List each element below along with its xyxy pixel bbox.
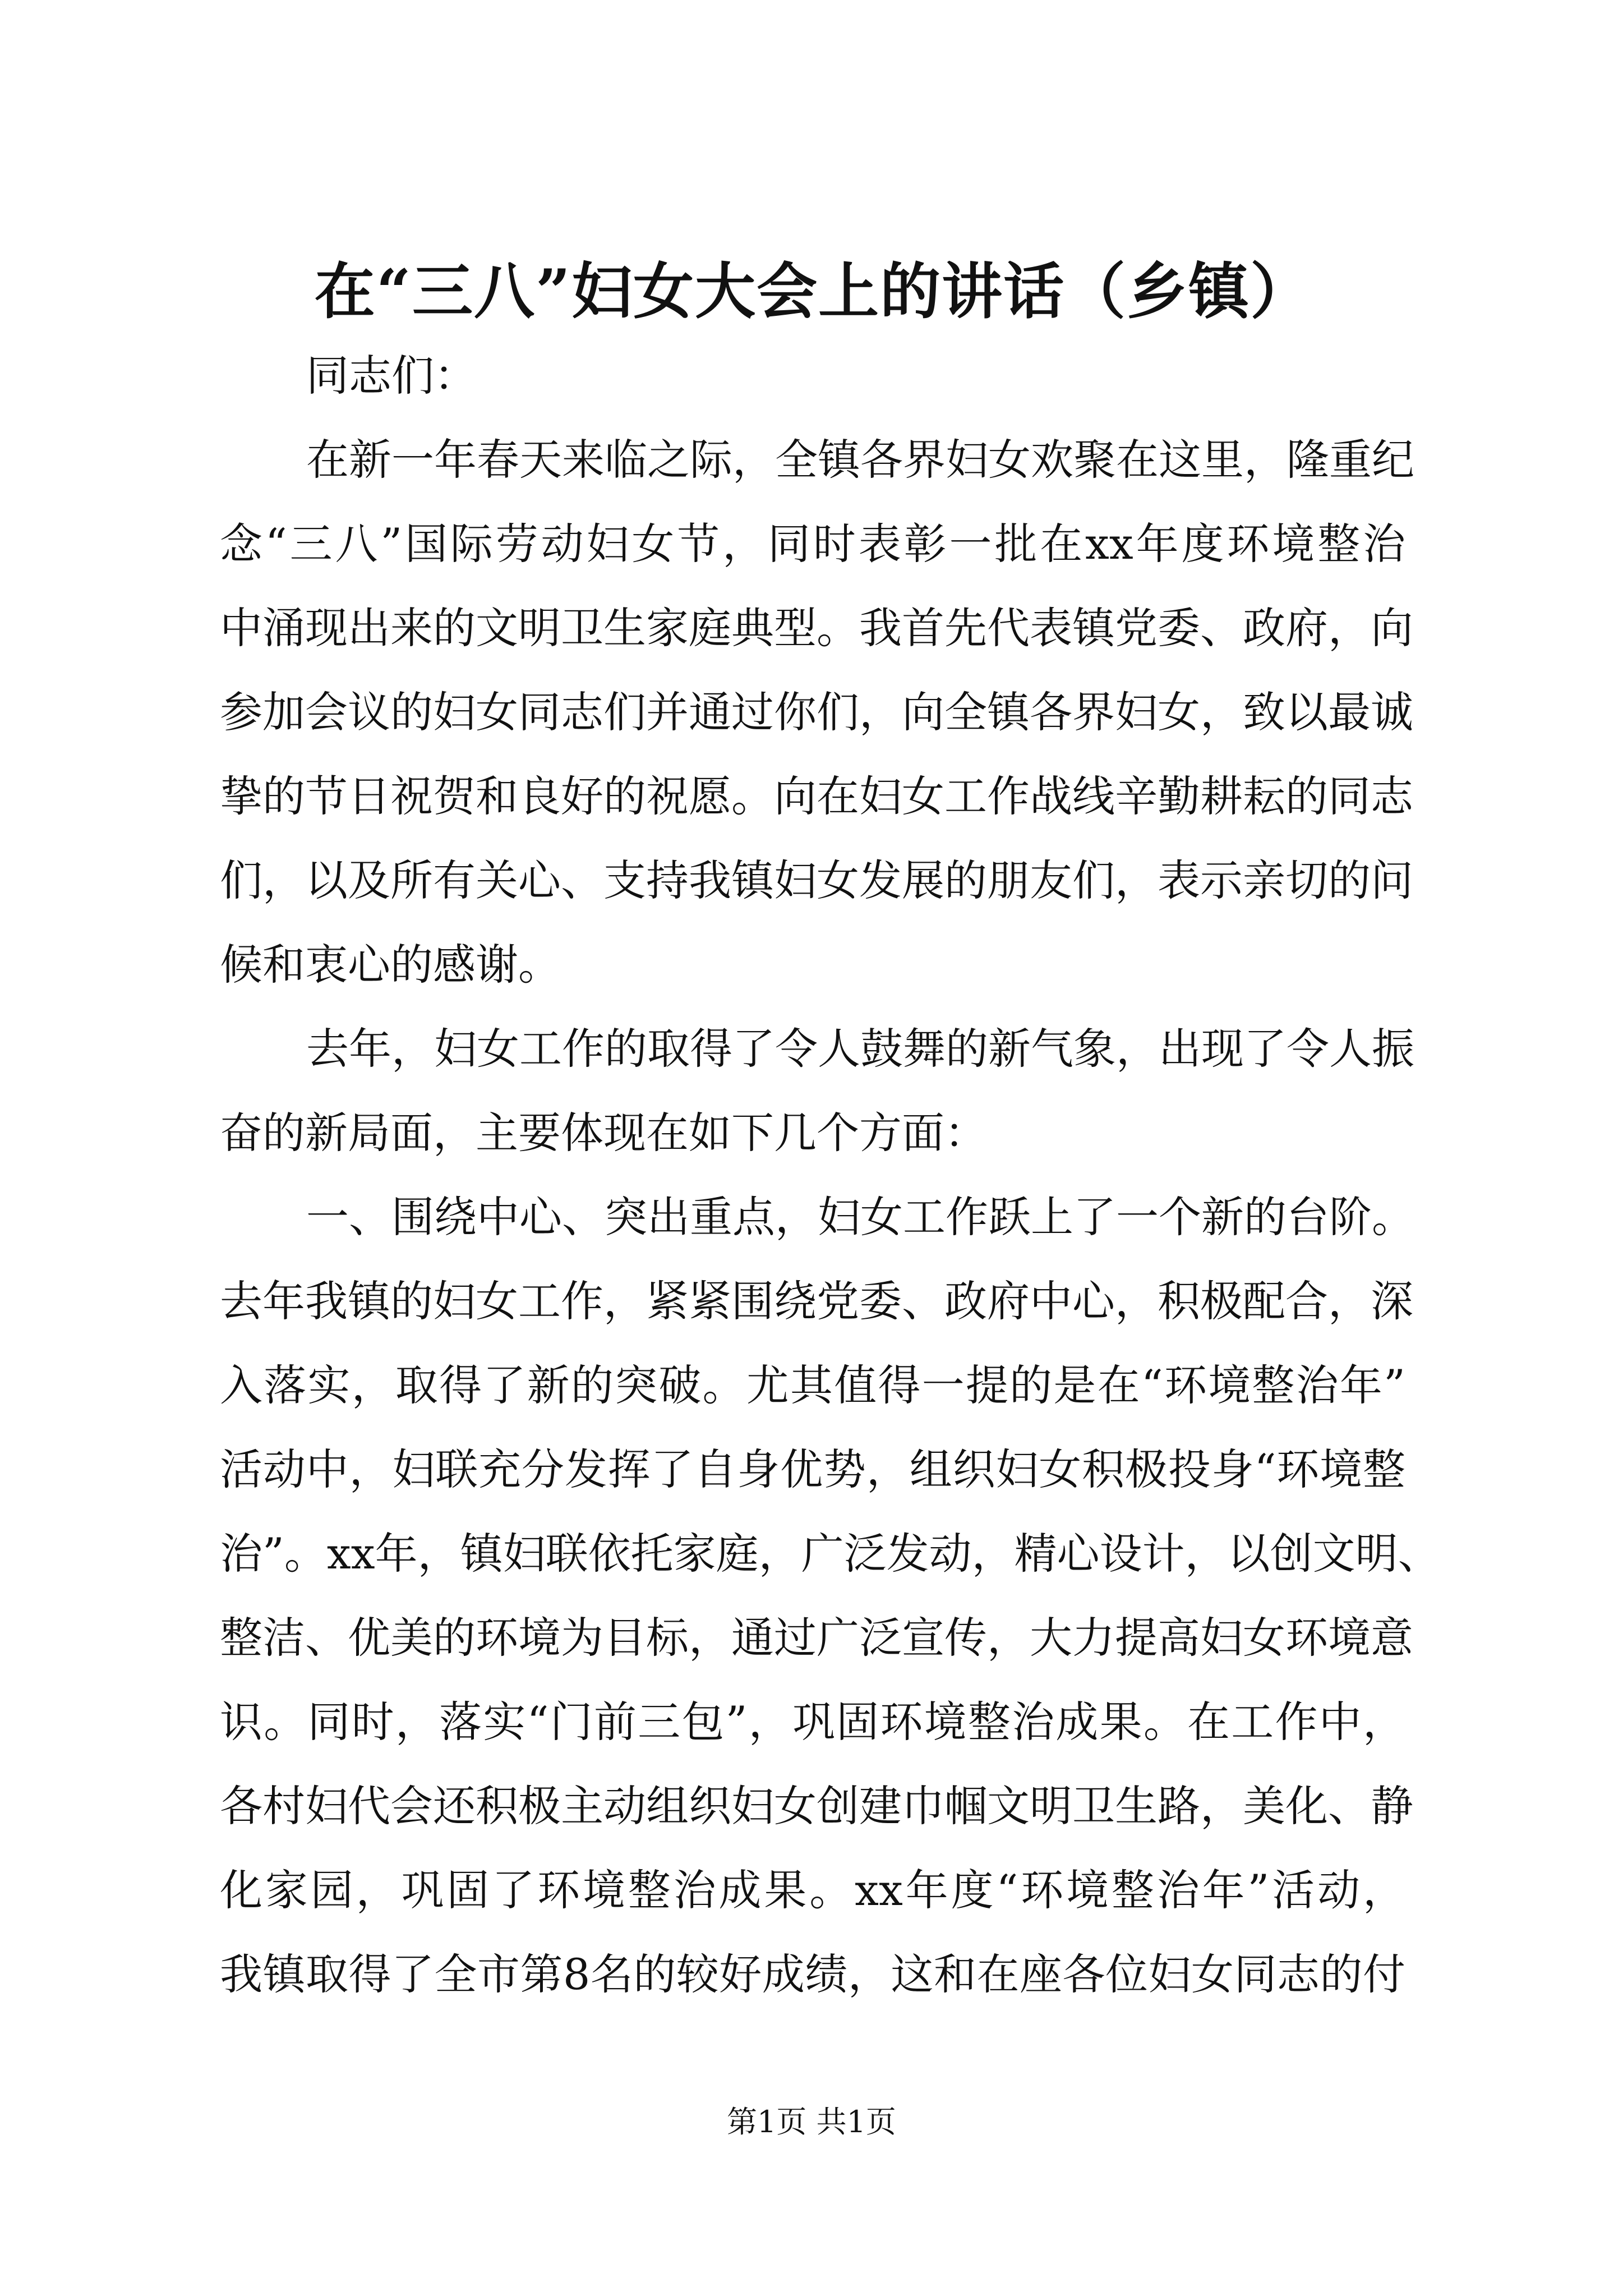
text-line: 我镇取得了全市第8名的较好成绩，这和在座各位妇女同志的付 <box>220 1949 1405 1999</box>
text-line: 入落实，取得了新的突破。尤其值得一提的是在“环境整治年” <box>220 1360 1405 1410</box>
page-footer: 第1页 共1页 <box>727 2104 896 2139</box>
text-line: 念“三八”国际劳动妇女节，同时表彰一批在xx年度环境整治 <box>220 519 1405 569</box>
text-line: 去年我镇的妇女工作，紧紧围绕党委、政府中心，积极配合，深 <box>220 1276 1413 1326</box>
section-heading-line: 一、围绕中心、突出重点，妇女工作跃上了一个新的台阶。 <box>306 1192 1414 1242</box>
text-line: 中涌现出来的文明卫生家庭典型。我首先代表镇党委、政府，向 <box>220 603 1413 653</box>
text-line: 挚的节日祝贺和良好的祝愿。向在妇女工作战线辛勤耕耘的同志 <box>220 771 1413 821</box>
text-line: 奋的新局面，主要体现在如下几个方面： <box>220 1108 987 1158</box>
text-line: 在新一年春天来临之际，全镇各界妇女欢聚在这里，隆重纪 <box>306 435 1414 485</box>
text-line: 化家园，巩固了环境整治成果。xx年度“环境整治年”活动， <box>220 1865 1405 1915</box>
text-line: 整洁、优美的环境为目标，通过广泛宣传，大力提高妇女环境意 <box>220 1613 1413 1663</box>
document-title: 在“三八”妇女大会上的讲话（乡镇） <box>314 256 1312 327</box>
text-line: 活动中，妇联充分发挥了自身优势，组织妇女积极投身“环境整 <box>220 1444 1405 1494</box>
text-line: 们，以及所有关心、支持我镇妇女发展的朋友们，表示亲切的问 <box>220 855 1413 905</box>
text-line: 去年，妇女工作的取得了令人鼓舞的新气象，出现了令人振 <box>306 1024 1414 1074</box>
text-line: 参加会议的妇女同志们并通过你们，向全镇各界妇女，致以最诚 <box>220 687 1413 737</box>
text-line: 治”。xx年，镇妇联依托家庭，广泛发动，精心设计，以创文明、 <box>220 1529 1441 1579</box>
text-line: 识。同时，落实“门前三包”，巩固环境整治成果。在工作中， <box>220 1697 1405 1747</box>
text-line: 候和衷心的感谢。 <box>220 940 561 990</box>
salutation: 同志们： <box>306 351 477 401</box>
text-line: 各村妇代会还积极主动组织妇女创建巾帼文明卫生路，美化、静 <box>220 1781 1413 1831</box>
